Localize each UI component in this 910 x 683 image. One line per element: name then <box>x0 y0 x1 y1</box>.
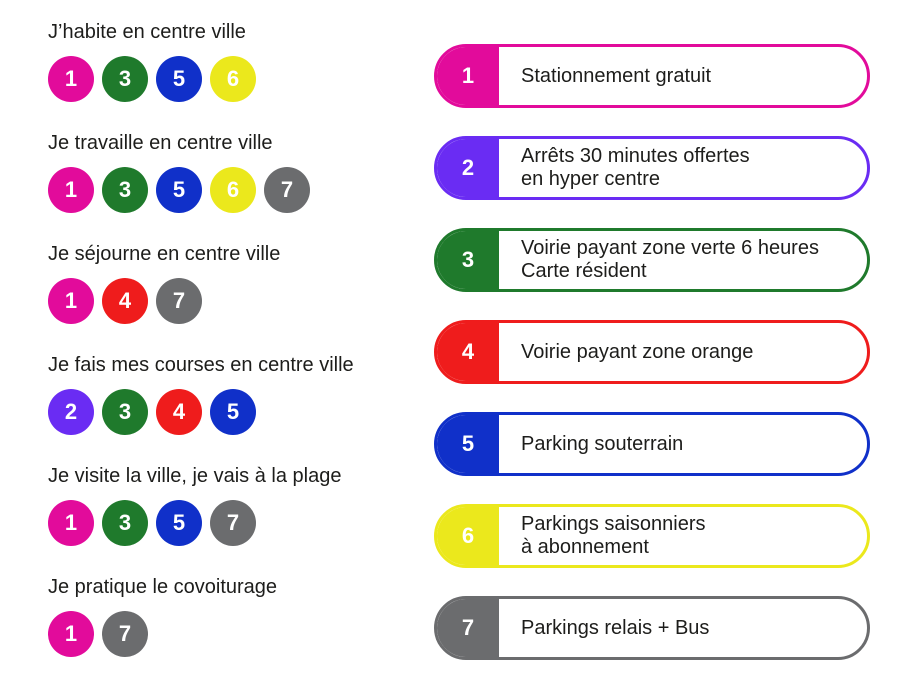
legend-number: 7 <box>437 599 499 657</box>
option-badge-1: 1 <box>48 611 94 657</box>
legend-item-3 <box>434 228 870 292</box>
option-badge-7: 7 <box>264 167 310 213</box>
legend-text: Parkings saisonniers à abonnement <box>521 513 706 558</box>
legend-text: Parking souterrain <box>521 432 684 455</box>
option-badge-4: 4 <box>102 278 148 324</box>
legend-column <box>434 0 874 683</box>
profile-options <box>48 500 341 546</box>
profile-options <box>48 389 354 435</box>
legend-item-7 <box>434 596 870 660</box>
legend-item-1 <box>434 44 870 108</box>
profiles-column <box>0 0 420 683</box>
option-badge-5: 5 <box>156 167 202 213</box>
legend-text: Arrêts 30 minutes offertes en hyper centre <box>521 145 750 190</box>
legend-item-5 <box>434 412 870 476</box>
option-badge-1: 1 <box>48 56 94 102</box>
option-badge-6: 6 <box>210 56 256 102</box>
profile-block <box>48 353 354 435</box>
legend-text: Voirie payant zone verte 6 heures Carte résident <box>521 237 819 282</box>
option-badge-3: 3 <box>102 167 148 213</box>
profile-options <box>48 56 256 102</box>
legend-number: 1 <box>437 47 499 105</box>
profile-block <box>48 242 280 324</box>
legend-text: Stationnement gratuit <box>521 64 712 87</box>
legend-number: 2 <box>437 139 499 197</box>
option-badge-5: 5 <box>156 56 202 102</box>
legend-number: 5 <box>437 415 499 473</box>
legend-number: 4 <box>437 323 499 381</box>
legend-item-6 <box>434 504 870 568</box>
profile-block <box>48 20 256 102</box>
option-badge-5: 5 <box>210 389 256 435</box>
option-badge-3: 3 <box>102 56 148 102</box>
option-badge-7: 7 <box>210 500 256 546</box>
profile-block <box>48 575 277 657</box>
legend-text: Voirie payant zone orange <box>521 340 754 363</box>
option-badge-6: 6 <box>210 167 256 213</box>
option-badge-1: 1 <box>48 167 94 213</box>
option-badge-3: 3 <box>102 389 148 435</box>
legend-text: Parkings relais + Bus <box>521 616 710 639</box>
legend-number: 3 <box>437 231 499 289</box>
legend-number: 6 <box>437 507 499 565</box>
option-badge-5: 5 <box>156 500 202 546</box>
profile-block <box>48 464 341 546</box>
profile-title: Je travaille en centre ville <box>48 132 273 154</box>
profile-title: Je pratique le covoiturage <box>48 576 278 598</box>
option-badge-7: 7 <box>156 278 202 324</box>
profile-options <box>48 278 280 324</box>
profile-title: Je séjourne en centre ville <box>48 243 281 265</box>
legend-item-2 <box>434 136 870 200</box>
option-badge-3: 3 <box>102 500 148 546</box>
profile-options <box>48 611 277 657</box>
profile-options <box>48 167 310 213</box>
legend-item-4 <box>434 320 870 384</box>
option-badge-2: 2 <box>48 389 94 435</box>
profile-block <box>48 131 310 213</box>
option-badge-7: 7 <box>102 611 148 657</box>
option-badge-4: 4 <box>156 389 202 435</box>
option-badge-1: 1 <box>48 500 94 546</box>
profile-title: Je visite la ville, je vais à la plage <box>48 465 342 487</box>
profile-title: J’habite en centre ville <box>48 21 246 43</box>
option-badge-1: 1 <box>48 278 94 324</box>
profile-title: Je fais mes courses en centre ville <box>48 354 354 376</box>
